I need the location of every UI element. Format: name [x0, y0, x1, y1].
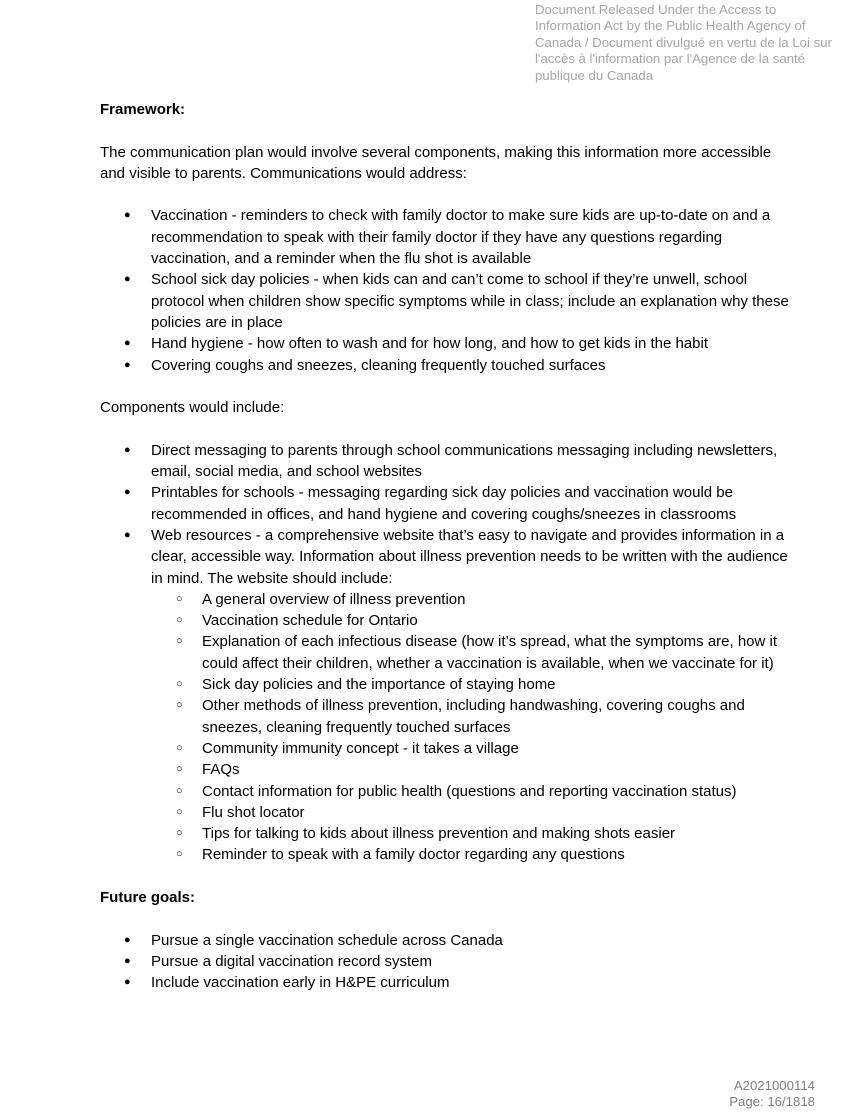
document-id: A2021000114 — [733, 1078, 815, 1093]
sub-list-item: ○ Flu shot locator — [151, 802, 800, 823]
list-item: ● Pursue a digital vaccination record system — [100, 951, 800, 972]
list-item: ● Hand hygiene - how often to wash and for how long, and how to get kids in the habit — [100, 333, 800, 354]
list-item: ● Include vaccination early in H&PE curriculum — [100, 972, 800, 993]
sub-list-item: ○ Other methods of illness prevention, including handwashing, covering coughs and sneezes, cleaning frequently touched surfaces — [151, 695, 800, 738]
list-item: ● School sick day policies - when kids can and can’t come to school if they’re unwell, school protocol when children show specific symptoms while in class; include an explanation why these policies are in place — [100, 269, 800, 333]
sub-list-item: ○ Explanation of each infectious disease (how it’s spread, what the symptoms are, how it could affect their children, whether a vaccination is available, when we vaccinate for it) — [151, 631, 800, 674]
future-goals-list — [100, 930, 800, 994]
page-number: Page: 16/1818 — [729, 1094, 815, 1109]
sub-list-item: ○ Vaccination schedule for Ontario — [151, 610, 800, 631]
sub-list-item: ○ A general overview of illness prevention — [151, 589, 800, 610]
sub-list-item: ○ Community immunity concept - it takes a village — [151, 738, 800, 759]
future-goals-heading: Future goals: — [100, 888, 196, 906]
sub-list-item: ○ FAQs — [151, 759, 800, 780]
framework-list — [100, 205, 800, 375]
document-body — [100, 99, 800, 1015]
list-item: ● Direct messaging to parents through school communications messaging including newsletters, email, social media, and school websites — [100, 440, 800, 483]
list-item-text: Web resources - a comprehensive website that’s easy to navigate and provides information in a clear, accessible way. Information about illness prevention needs to be written with the audience in mind. The website should include: — [151, 526, 788, 587]
list-item — [100, 525, 800, 866]
sub-list-item: ○ Reminder to speak with a family doctor regarding any questions — [151, 844, 800, 865]
release-notice-stamp: Document Released Under the Access to Information Act by the Public Health Agency of Canada / Document divulgué en vertu de la Loi sur l'accès à l'information par l'Agence de la santé publique du Canada — [535, 2, 832, 83]
list-item: ● Vaccination - reminders to check with family doctor to make sure kids are up-to-date on and a recommendation to speak with their family doctor if they have any questions regarding vaccination, and a reminder when the flu shot is available — [100, 205, 800, 269]
list-item: ● Covering coughs and sneezes, cleaning frequently touched surfaces — [100, 355, 800, 376]
components-intro: Components would include: — [100, 399, 285, 417]
website-contents-list — [151, 589, 800, 866]
list-item: ● Pursue a single vaccination schedule across Canada — [100, 930, 800, 951]
sub-list-item: ○ Tips for talking to kids about illness prevention and making shots easier — [151, 823, 800, 844]
sub-list-item: ○ Contact information for public health (questions and reporting vaccination status) — [151, 781, 800, 802]
framework-heading: Framework: — [100, 101, 186, 118]
components-list — [100, 440, 800, 866]
list-item: ● Printables for schools - messaging regarding sick day policies and vaccination would be recommended in offices, and hand hygiene and covering coughs/sneezes in classrooms — [100, 482, 800, 525]
framework-intro: The communication plan would involve several components, making this information more accessible and visible to parents. Communications would address: — [100, 143, 772, 182]
page-footer — [729, 1078, 815, 1110]
sub-list-item: ○ Sick day policies and the importance of staying home — [151, 674, 800, 695]
